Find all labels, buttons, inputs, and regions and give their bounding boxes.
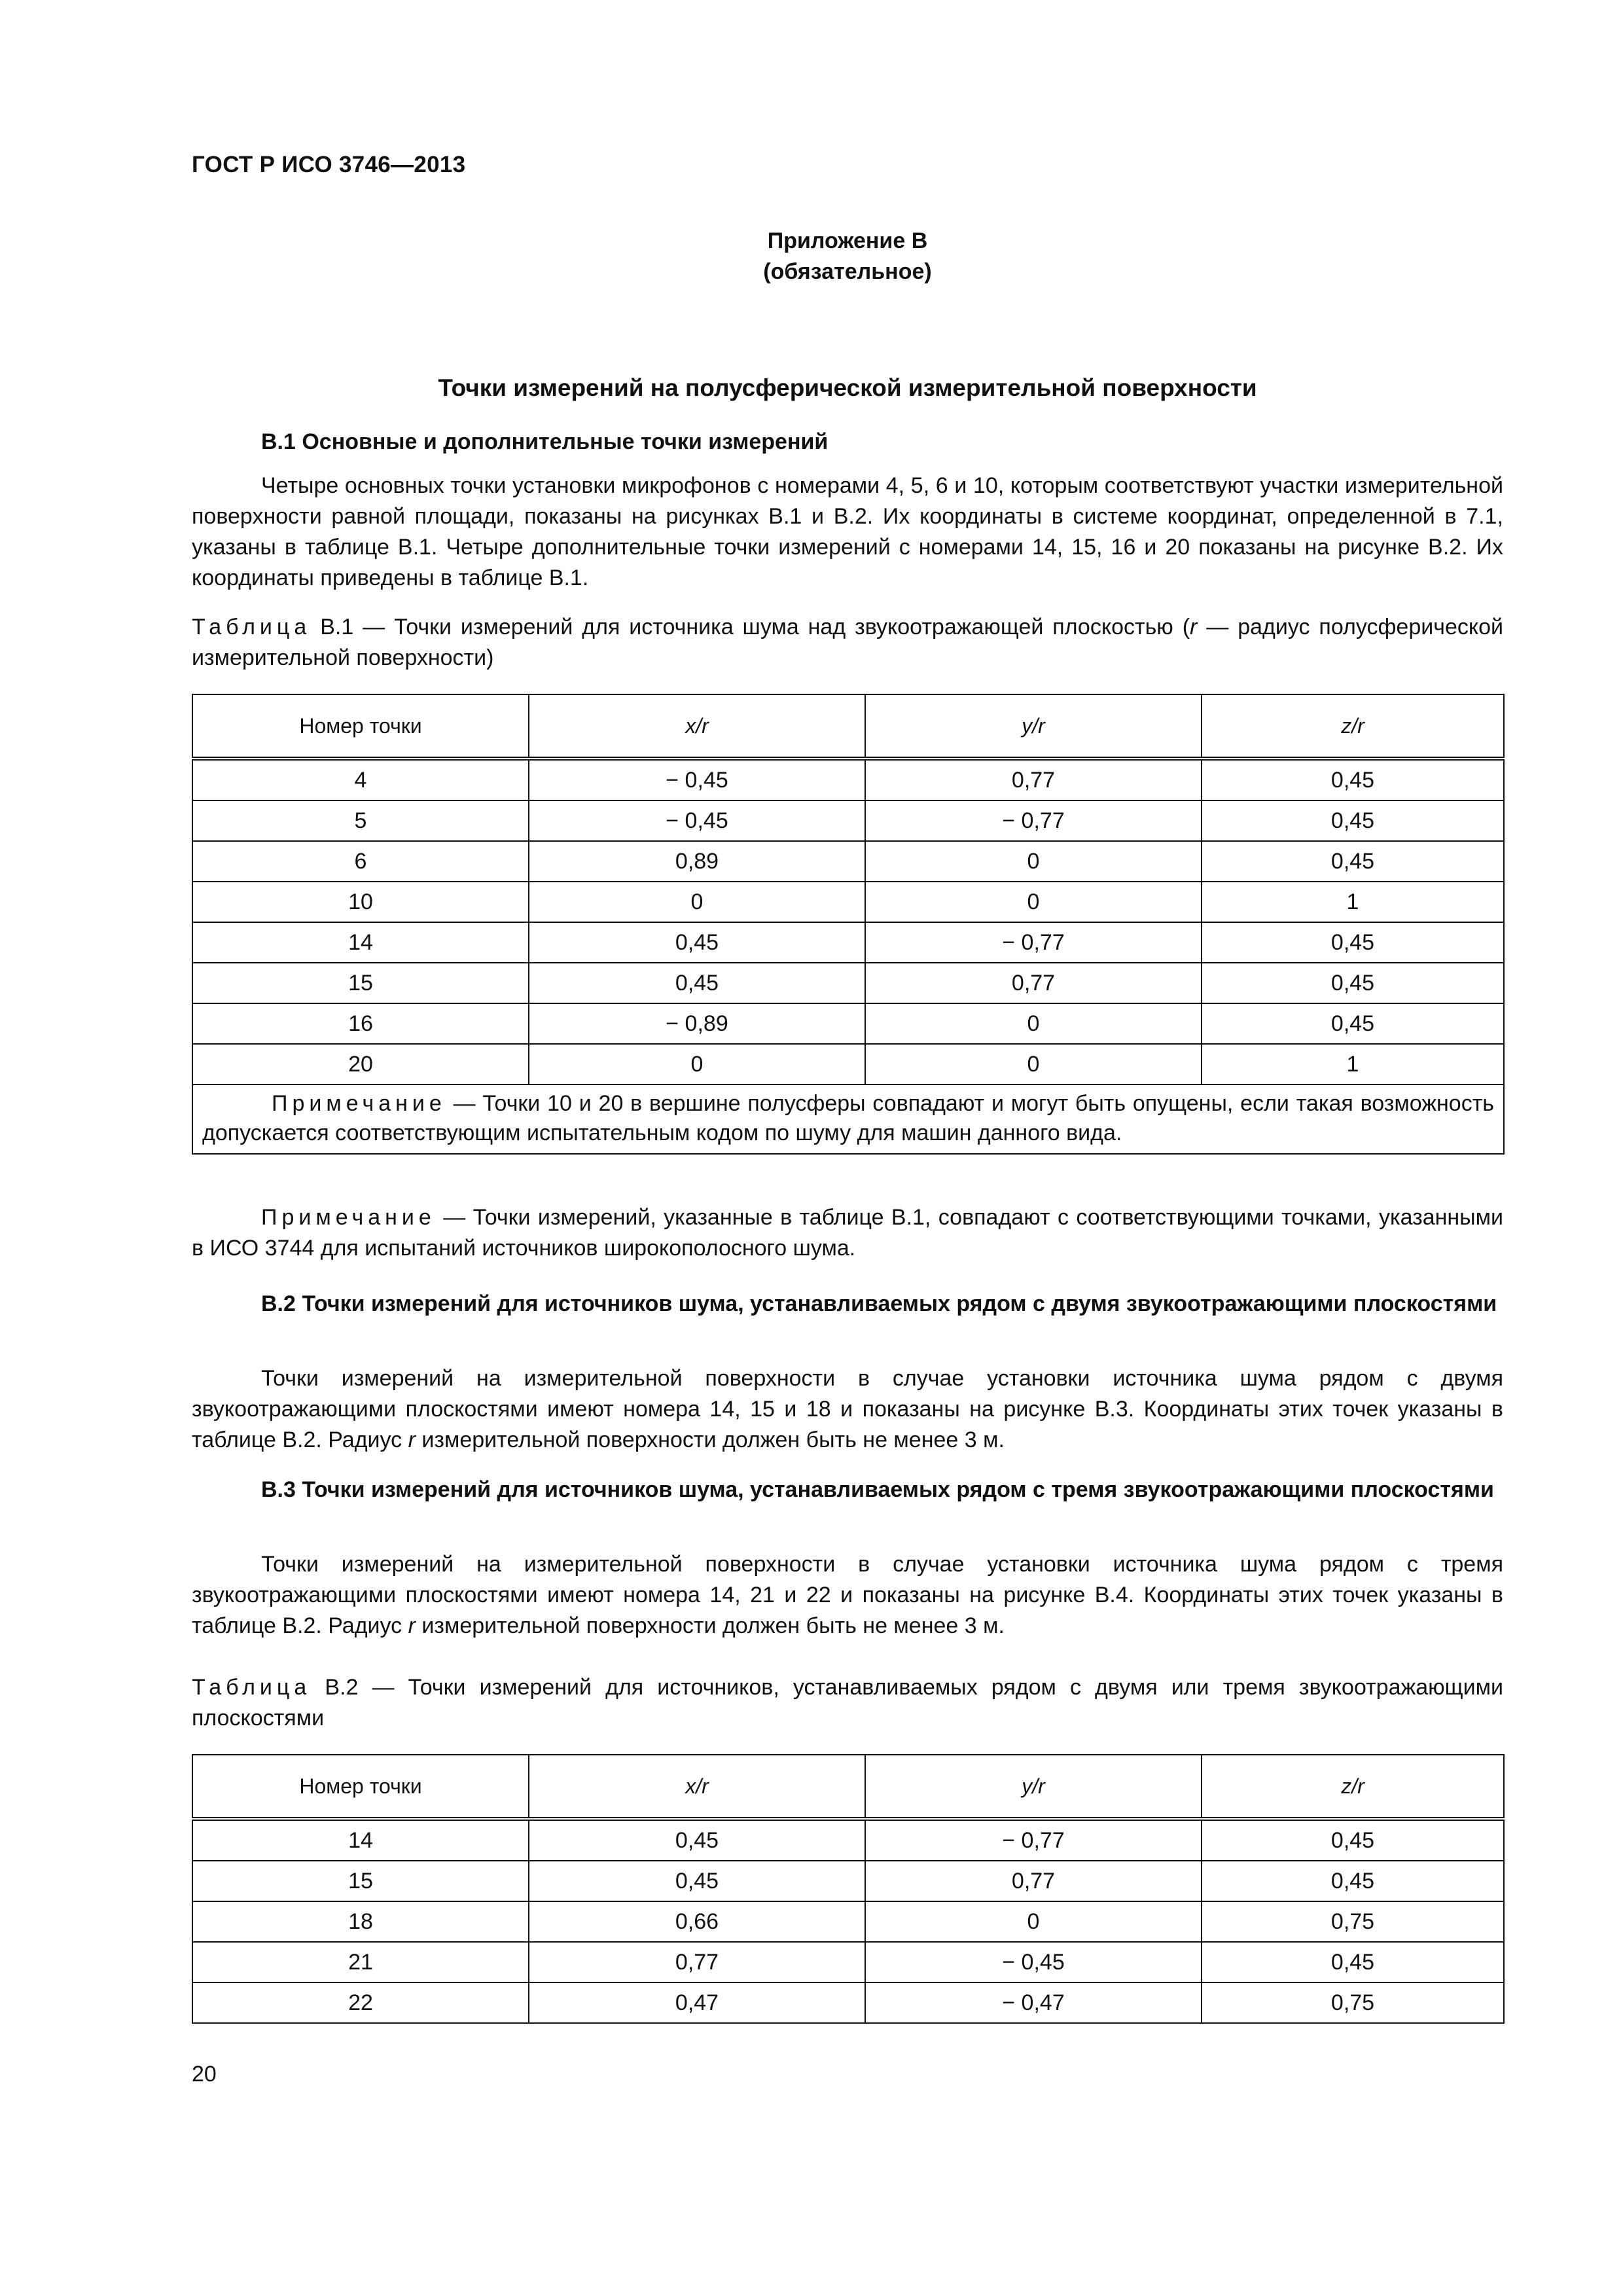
note-after-table-b1 <box>192 1202 1503 1264</box>
table-b1 <box>192 694 1505 1155</box>
table-row <box>192 882 1504 922</box>
section-b2-title: В.2 Точки измерений для источников шума, устанавливаемых рядом с двумя звукоотражающими плоскостями <box>261 1291 1497 1316</box>
table-cell: 0,89 <box>529 841 865 882</box>
table-cell: 0,45 <box>1202 1942 1504 1982</box>
section-b1-title: В.1 Основные и дополнительные точки измерений <box>261 429 829 454</box>
section-b3-paragraph <box>192 1549 1503 1641</box>
table-cell: 0,45 <box>529 922 865 963</box>
document-page <box>192 0 1503 2296</box>
table-cell: − 0,77 <box>865 800 1202 841</box>
column-header-z-r: z/r <box>1202 1755 1504 1819</box>
table-b2-caption <box>192 1672 1503 1734</box>
table-row <box>192 1982 1504 2023</box>
note-label: Примечание <box>272 1091 446 1116</box>
table-cell: 21 <box>192 1942 529 1982</box>
table-caption: В.2 — Точки измерений для источников, устанавливаемых рядом с двумя или тремя звукоотражающими плоскостями <box>192 1675 1503 1731</box>
column-header-y-r: y/r <box>865 694 1202 759</box>
table-cell: 0 <box>865 1901 1202 1942</box>
table-cell: 0,77 <box>865 963 1202 1003</box>
table-cell: 0 <box>865 841 1202 882</box>
column-header-point-number: Номер точки <box>192 1755 529 1819</box>
table-cell: 0,45 <box>1202 1861 1504 1901</box>
table-row <box>192 1003 1504 1044</box>
table-cell: 16 <box>192 1003 529 1044</box>
table-label: Таблица <box>192 1675 312 1700</box>
table-cell: 1 <box>1202 1044 1504 1085</box>
table-cell: 0,47 <box>529 1982 865 2023</box>
paragraph-text: измерительной поверхности должен быть не менее 3 м. <box>415 1613 1005 1638</box>
paragraph-text: измерительной поверхности должен быть не менее 3 м. <box>415 1427 1005 1452</box>
table-header-row <box>192 1755 1504 1819</box>
table-note-row <box>192 1085 1504 1154</box>
table-note <box>192 1085 1504 1154</box>
main-title: Точки измерений на полусферической измерительной поверхности <box>438 374 1257 401</box>
table-cell: 0,75 <box>1202 1901 1504 1942</box>
table-row <box>192 1942 1504 1982</box>
paragraph-text: Точки измерений на измерительной поверхности в случае установки источника шума рядом с тремя звукоотражающими плоскостями имеют номера 14, 21 и 22 и показаны на рисунке В.4. Координаты этих точек указаны в таблице В.2. Радиус <box>192 1552 1503 1638</box>
column-header-y-r: y/r <box>865 1755 1202 1819</box>
table-cell: 15 <box>192 1861 529 1901</box>
document-id-header: ГОСТ Р ИСО 3746—2013 <box>192 152 466 177</box>
column-header-x-r: x/r <box>529 1755 865 1819</box>
table-row <box>192 759 1504 800</box>
table-caption-r: r <box>1190 615 1198 639</box>
table-row <box>192 922 1504 963</box>
table-cell: 0 <box>529 1044 865 1085</box>
column-header-x-r: x/r <box>529 694 865 759</box>
table-caption-end: — радиус полусферической измерительной поверхности) <box>192 615 1504 670</box>
table-cell: 5 <box>192 800 529 841</box>
table-row <box>192 800 1504 841</box>
table-row <box>192 963 1504 1003</box>
table-cell: 0,77 <box>529 1942 865 1982</box>
radius-symbol: r <box>408 1427 416 1452</box>
table-cell: − 0,45 <box>529 759 865 800</box>
appendix-title: Приложение В <box>767 228 928 253</box>
table-cell: 0,45 <box>1202 922 1504 963</box>
table-cell: 0 <box>865 1003 1202 1044</box>
table-cell: 0,45 <box>529 1819 865 1861</box>
table-cell: 0,45 <box>1202 1003 1504 1044</box>
paragraph-text: Точки измерений на измерительной поверхности в случае установки источника шума рядом с двумя звукоотражающими плоскостями имеют номера 14, 15 и 18 и показаны на рисунке В.3. Координаты этих точек указаны в таблице В.2. Радиус <box>192 1366 1503 1452</box>
table-row <box>192 1901 1504 1942</box>
table-row <box>192 1819 1504 1861</box>
note-text: — Точки измерений, указанные в таблице В.1, совпадают с соответствующими точками, указанными в ИСО 3744 для испытаний источников широкополосного шума. <box>192 1205 1503 1261</box>
table-cell: 22 <box>192 1982 529 2023</box>
table-caption-start: В.1 — Точки измерений для источника шума над звукоотражающей плоскостью ( <box>311 615 1190 639</box>
table-cell: 10 <box>192 882 529 922</box>
column-header-z-r: z/r <box>1202 694 1504 759</box>
table-cell: 20 <box>192 1044 529 1085</box>
page-number: 20 <box>192 2062 217 2087</box>
appendix-status: (обязательное) <box>763 259 932 284</box>
table-cell: 0,45 <box>1202 800 1504 841</box>
table-cell: 0,45 <box>1202 963 1504 1003</box>
table-label: Таблица <box>192 615 312 639</box>
table-cell: 0 <box>865 1044 1202 1085</box>
table-cell: 0,45 <box>1202 1819 1504 1861</box>
table-cell: − 0,45 <box>529 800 865 841</box>
table-cell: 14 <box>192 922 529 963</box>
table-b1-caption <box>192 612 1503 673</box>
table-row <box>192 1044 1504 1085</box>
table-cell: 4 <box>192 759 529 800</box>
table-header-row <box>192 694 1504 759</box>
table-cell: 0,45 <box>529 1861 865 1901</box>
table-cell: 15 <box>192 963 529 1003</box>
table-b2 <box>192 1754 1505 2024</box>
radius-symbol: r <box>408 1613 416 1638</box>
table-cell: 0,45 <box>1202 759 1504 800</box>
section-b2-paragraph <box>192 1363 1503 1456</box>
note-text: — Точки 10 и 20 в вершине полусферы совпадают и могут быть опущены, если такая возможность допускается соответствующим испытательным кодом по шуму для машин данного вида. <box>202 1091 1494 1145</box>
table-cell: − 0,89 <box>529 1003 865 1044</box>
table-cell: 0,77 <box>865 759 1202 800</box>
table-row <box>192 841 1504 882</box>
table-cell: 0,66 <box>529 1901 865 1942</box>
table-cell: − 0,77 <box>865 1819 1202 1861</box>
section-b3-title: В.3 Точки измерений для источников шума, устанавливаемых рядом с тремя звукоотражающими плоскостями <box>261 1477 1494 1502</box>
appendix-heading <box>192 226 1503 287</box>
section-b1-paragraph: Четыре основных точки установки микрофонов с номерами 4, 5, 6 и 10, которым соответствуют участки измерительной поверхности равной площади, показаны на рисунках В.1 и В.2. Их координаты в системе координат, определенной в 7.1, указаны в таблице В.1. Четыре дополнительные точки измерений с номерами 14, 15, 16 и 20 показаны на рисунке В.2. Их координаты приведены в таблице В.1. <box>192 473 1503 590</box>
table-cell: 0 <box>529 882 865 922</box>
table-cell: 6 <box>192 841 529 882</box>
table-cell: 0 <box>865 882 1202 922</box>
table-cell: 1 <box>1202 882 1504 922</box>
table-cell: − 0,45 <box>865 1942 1202 1982</box>
table-cell: 0,45 <box>1202 841 1504 882</box>
table-cell: − 0,47 <box>865 1982 1202 2023</box>
table-cell: − 0,77 <box>865 922 1202 963</box>
table-cell: 0,75 <box>1202 1982 1504 2023</box>
table-cell: 18 <box>192 1901 529 1942</box>
table-cell: 0,77 <box>865 1861 1202 1901</box>
note-label: Примечание <box>261 1205 436 1230</box>
table-cell: 0,45 <box>529 963 865 1003</box>
table-row <box>192 1861 1504 1901</box>
table-cell: 14 <box>192 1819 529 1861</box>
column-header-point-number: Номер точки <box>192 694 529 759</box>
